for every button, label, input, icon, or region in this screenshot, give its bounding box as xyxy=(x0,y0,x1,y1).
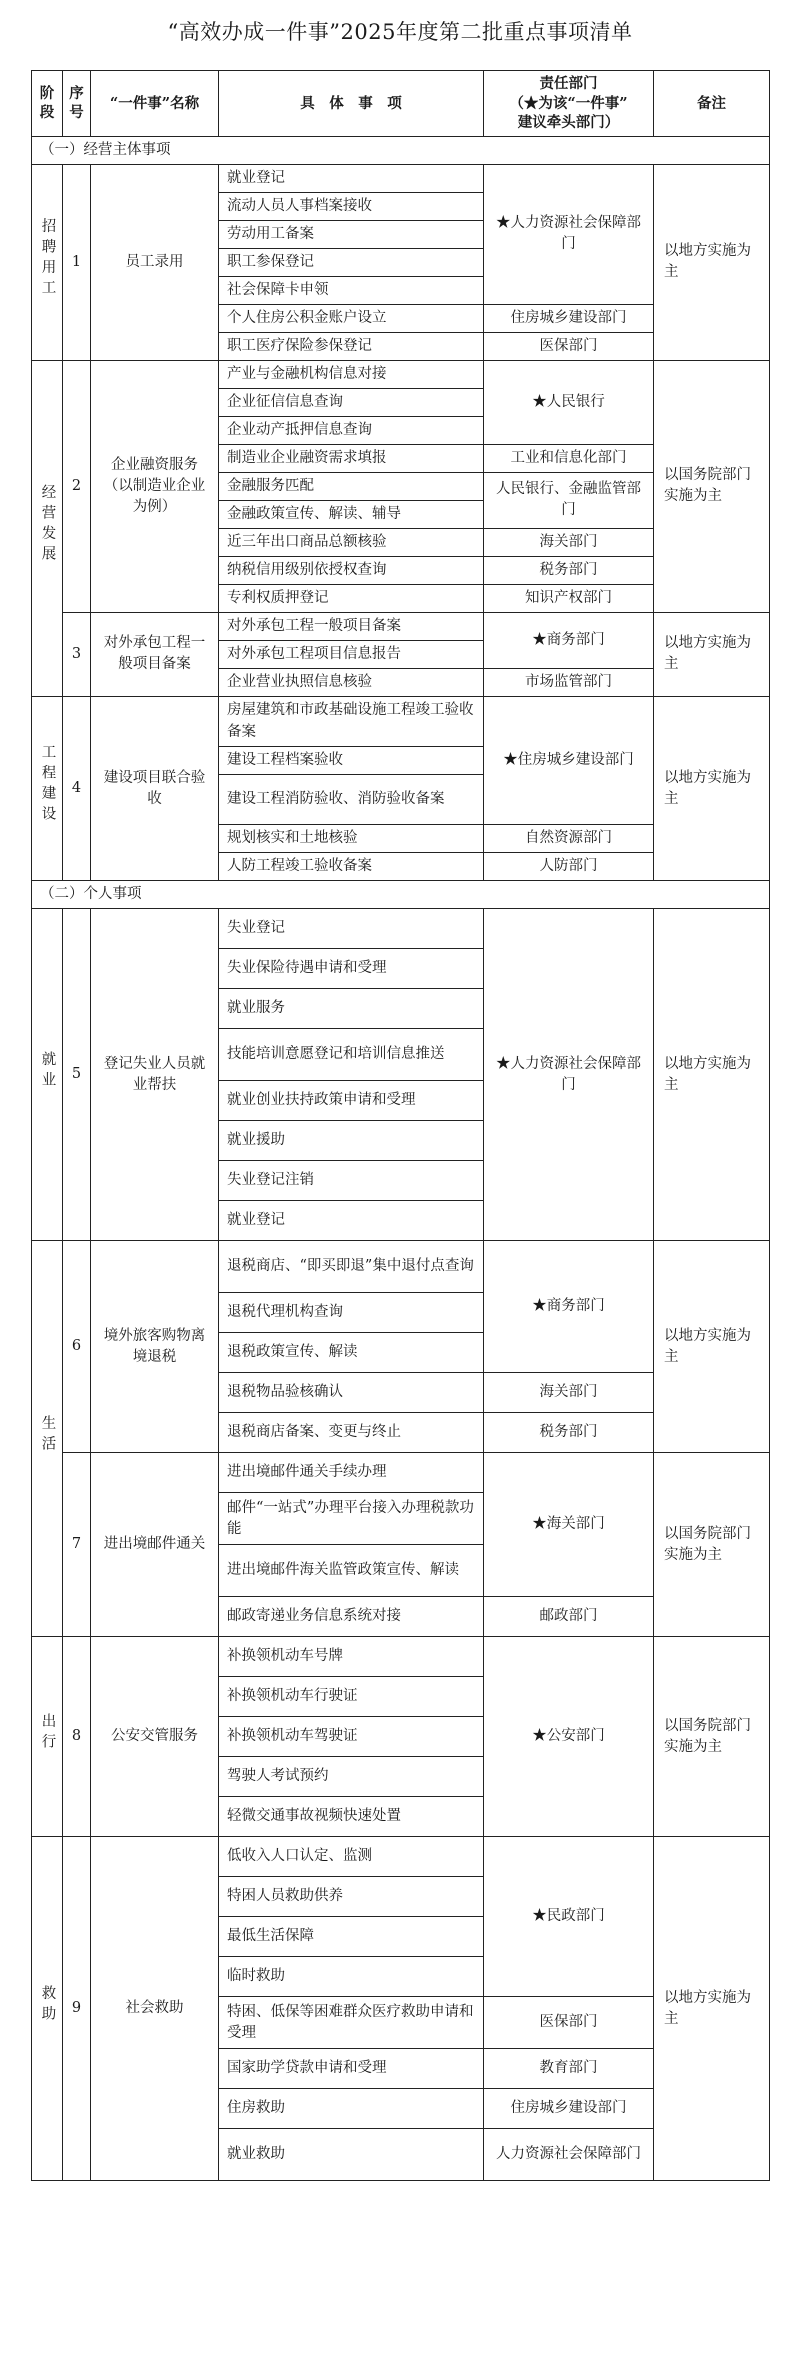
note: 以地方实施为主 xyxy=(654,612,770,696)
item-detail: 纳税信用级别依授权查询 xyxy=(219,556,484,584)
item-detail: 邮件“一站式”办理平台接入办理税款功能 xyxy=(219,1493,484,1545)
item-detail: 补换领机动车驾驶证 xyxy=(219,1717,484,1757)
row-num: 9 xyxy=(63,1837,91,2181)
item-detail: 金融政策宣传、解读、辅导 xyxy=(219,500,484,528)
item-detail: 失业登记注销 xyxy=(219,1161,484,1201)
item-detail: 住房救助 xyxy=(219,2089,484,2129)
note: 以地方实施为主 xyxy=(654,1837,770,2181)
item-detail: 近三年出口商品总额核验 xyxy=(219,528,484,556)
item-name: 建设项目联合验收 xyxy=(91,697,219,881)
section-row xyxy=(32,881,770,909)
item-detail: 职工医疗保险参保登记 xyxy=(219,332,484,360)
stage-employ: 就业 xyxy=(32,909,63,1241)
header-name: “一件事”名称 xyxy=(91,71,219,137)
table-row xyxy=(32,1637,770,1677)
table-row xyxy=(32,1837,770,1877)
item-detail: 建设工程档案验收 xyxy=(219,747,484,775)
header-dept-line3: 建议牵头部门） xyxy=(517,114,620,132)
dept: 教育部门 xyxy=(484,2049,654,2089)
dept: 人民银行、金融监管部门 xyxy=(484,472,654,528)
item-detail: 特困人员救助供养 xyxy=(219,1877,484,1917)
dept: 税务部门 xyxy=(484,1413,654,1453)
item-detail: 对外承包工程一般项目备案 xyxy=(219,612,484,640)
item-detail: 就业救助 xyxy=(219,2129,484,2181)
dept: 医保部门 xyxy=(484,1997,654,2049)
header-dept-line2: （★为该“一件事” xyxy=(509,94,628,112)
dept: 人防部门 xyxy=(484,853,654,881)
item-detail: 规划核实和土地核验 xyxy=(219,825,484,853)
item-detail: 低收入人口认定、监测 xyxy=(219,1837,484,1877)
stage-aid: 救助 xyxy=(32,1837,63,2181)
item-detail: 特困、低保等困难群众医疗救助申请和受理 xyxy=(219,1997,484,2049)
item-detail: 制造业企业融资需求填报 xyxy=(219,444,484,472)
dept-lead: ★人力资源社会保障部门 xyxy=(484,909,654,1241)
item-detail: 对外承包工程项目信息报告 xyxy=(219,640,484,668)
item-detail: 产业与金融机构信息对接 xyxy=(219,360,484,388)
dept: 住房城乡建设部门 xyxy=(484,304,654,332)
table-row xyxy=(32,612,770,640)
row-num: 6 xyxy=(63,1241,91,1453)
dept-lead: ★公安部门 xyxy=(484,1637,654,1837)
item-name: 进出境邮件通关 xyxy=(91,1453,219,1637)
item-detail: 退税商店、“即买即退”集中退付点查询 xyxy=(219,1241,484,1293)
dept: 人力资源社会保障部门 xyxy=(484,2129,654,2181)
item-detail: 专利权质押登记 xyxy=(219,584,484,612)
section-business: （一）经营主体事项 xyxy=(32,136,770,164)
note: 以地方实施为主 xyxy=(654,1241,770,1453)
item-detail: 进出境邮件海关监管政策宣传、解读 xyxy=(219,1545,484,1597)
item-detail: 房屋建筑和市政基础设施工程竣工验收备案 xyxy=(219,697,484,747)
item-detail: 补换领机动车号牌 xyxy=(219,1637,484,1677)
note: 以国务院部门实施为主 xyxy=(654,1637,770,1837)
dept-lead: ★海关部门 xyxy=(484,1453,654,1597)
dept: 邮政部门 xyxy=(484,1597,654,1637)
header-num: 序号 xyxy=(63,71,91,137)
stage-life: 生活 xyxy=(32,1241,63,1637)
checklist-table xyxy=(31,70,770,2181)
item-detail: 就业登记 xyxy=(219,164,484,192)
item-detail: 驾驶人考试预约 xyxy=(219,1757,484,1797)
item-detail: 个人住房公积金账户设立 xyxy=(219,304,484,332)
item-detail: 社会保障卡申领 xyxy=(219,276,484,304)
item-detail: 劳动用工备案 xyxy=(219,220,484,248)
header-stage: 阶段 xyxy=(32,71,63,137)
section-personal: （二）个人事项 xyxy=(32,881,770,909)
dept-lead: ★民政部门 xyxy=(484,1837,654,1997)
dept: 海关部门 xyxy=(484,528,654,556)
dept: 市场监管部门 xyxy=(484,668,654,696)
page-title: “高效办成一件事”2025年度第二批重点事项清单 xyxy=(167,20,633,44)
dept: 海关部门 xyxy=(484,1373,654,1413)
item-detail: 失业保险待遇申请和受理 xyxy=(219,949,484,989)
dept: 医保部门 xyxy=(484,332,654,360)
item-detail: 就业创业扶持政策申请和受理 xyxy=(219,1081,484,1121)
note: 以地方实施为主 xyxy=(654,164,770,360)
item-detail: 最低生活保障 xyxy=(219,1917,484,1957)
dept-lead: ★商务部门 xyxy=(484,612,654,668)
item-name: 境外旅客购物离境退税 xyxy=(91,1241,219,1453)
item-detail: 企业营业执照信息核验 xyxy=(219,668,484,696)
stage-construct: 工程建设 xyxy=(32,697,63,881)
item-name: 企业融资服务（以制造业企业为例） xyxy=(91,360,219,612)
item-detail: 退税代理机构查询 xyxy=(219,1293,484,1333)
item-detail: 建设工程消防验收、消防验收备案 xyxy=(219,775,484,825)
item-name: 登记失业人员就业帮扶 xyxy=(91,909,219,1241)
dept: 工业和信息化部门 xyxy=(484,444,654,472)
dept-lead: ★人力资源社会保障部门 xyxy=(484,164,654,304)
item-name: 公安交管服务 xyxy=(91,1637,219,1837)
dept: 自然资源部门 xyxy=(484,825,654,853)
row-num: 3 xyxy=(63,612,91,696)
header-note: 备注 xyxy=(654,71,770,137)
stage-operate: 经营发展 xyxy=(32,360,63,696)
row-num: 8 xyxy=(63,1637,91,1837)
item-detail: 轻微交通事故视频快速处置 xyxy=(219,1797,484,1837)
item-detail: 退税政策宣传、解读 xyxy=(219,1333,484,1373)
note: 以地方实施为主 xyxy=(654,909,770,1241)
table-row xyxy=(32,697,770,747)
item-detail: 进出境邮件通关手续办理 xyxy=(219,1453,484,1493)
dept-lead: ★人民银行 xyxy=(484,360,654,444)
table-header-row xyxy=(32,71,770,137)
item-detail: 就业援助 xyxy=(219,1121,484,1161)
section-row xyxy=(32,136,770,164)
item-detail: 企业动产抵押信息查询 xyxy=(219,416,484,444)
stage-recruit: 招聘用工 xyxy=(32,164,63,360)
item-detail: 就业服务 xyxy=(219,989,484,1029)
item-detail: 企业征信信息查询 xyxy=(219,388,484,416)
item-detail: 技能培训意愿登记和培训信息推送 xyxy=(219,1029,484,1081)
dept: 住房城乡建设部门 xyxy=(484,2089,654,2129)
table-row xyxy=(32,909,770,949)
row-num: 4 xyxy=(63,697,91,881)
item-detail: 临时救助 xyxy=(219,1957,484,1997)
table-row xyxy=(32,360,770,388)
dept: 税务部门 xyxy=(484,556,654,584)
item-detail: 退税商店备案、变更与终止 xyxy=(219,1413,484,1453)
item-detail: 就业登记 xyxy=(219,1201,484,1241)
row-num: 2 xyxy=(63,360,91,612)
item-detail: 补换领机动车行驶证 xyxy=(219,1677,484,1717)
item-name: 对外承包工程一般项目备案 xyxy=(91,612,219,696)
header-dept-line1: 责任部门 xyxy=(539,75,598,92)
dept-lead: ★商务部门 xyxy=(484,1241,654,1373)
table-row xyxy=(32,1453,770,1493)
note: 以国务院部门实施为主 xyxy=(654,360,770,612)
row-num: 5 xyxy=(63,909,91,1241)
header-dept xyxy=(484,71,654,137)
item-detail: 金融服务匹配 xyxy=(219,472,484,500)
item-detail: 流动人员人事档案接收 xyxy=(219,192,484,220)
header-items: 具 体 事 项 xyxy=(219,71,484,137)
item-detail: 国家助学贷款申请和受理 xyxy=(219,2049,484,2089)
item-detail: 邮政寄递业务信息系统对接 xyxy=(219,1597,484,1637)
dept: 知识产权部门 xyxy=(484,584,654,612)
dept-lead: ★住房城乡建设部门 xyxy=(484,697,654,825)
row-num: 7 xyxy=(63,1453,91,1637)
item-detail: 职工参保登记 xyxy=(219,248,484,276)
item-detail: 失业登记 xyxy=(219,909,484,949)
item-name: 社会救助 xyxy=(91,1837,219,2181)
table-row xyxy=(32,1241,770,1293)
stage-travel: 出行 xyxy=(32,1637,63,1837)
note: 以国务院部门实施为主 xyxy=(654,1453,770,1637)
item-name: 员工录用 xyxy=(91,164,219,360)
item-detail: 人防工程竣工验收备案 xyxy=(219,853,484,881)
table-row xyxy=(32,164,770,192)
item-detail: 退税物品验核确认 xyxy=(219,1373,484,1413)
row-num: 1 xyxy=(63,164,91,360)
note: 以地方实施为主 xyxy=(654,697,770,881)
